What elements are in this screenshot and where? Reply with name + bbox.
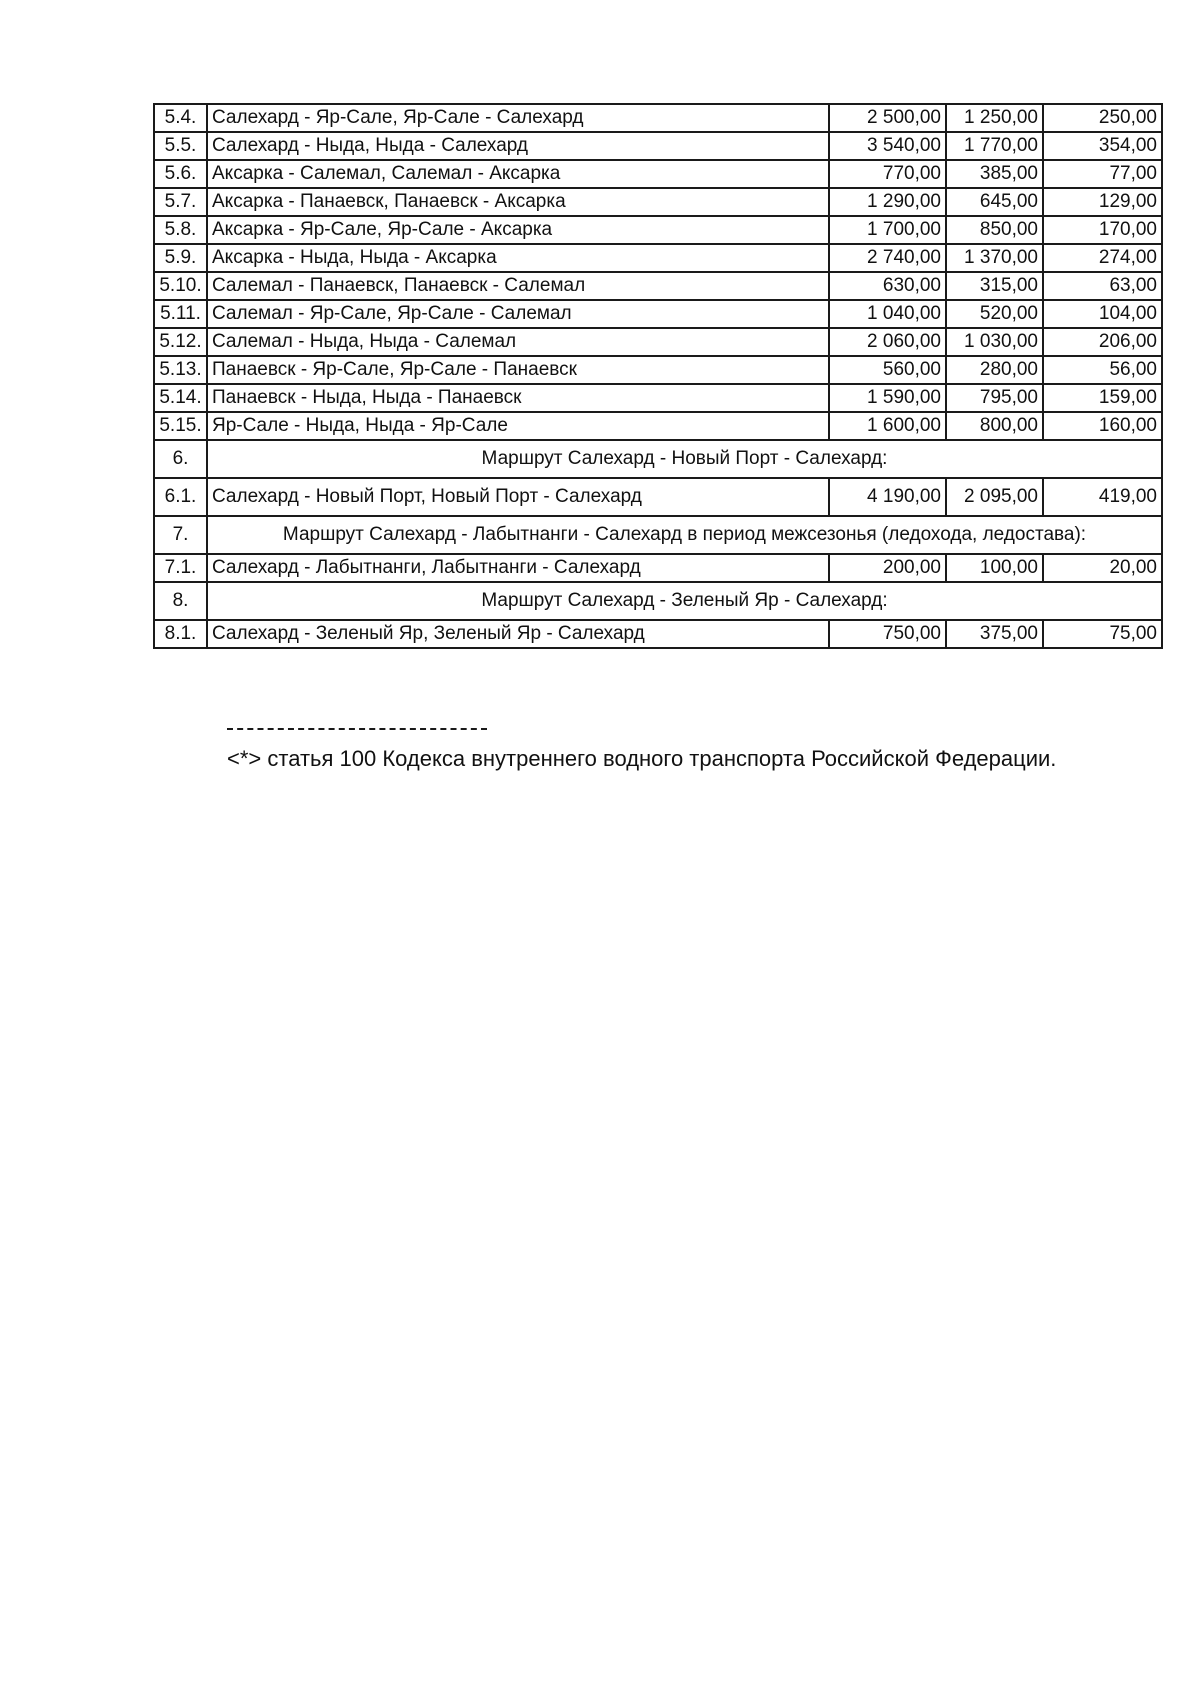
- fare-half: 1 370,00: [946, 244, 1043, 272]
- row-number: 5.7.: [154, 188, 207, 216]
- table-row: [154, 478, 1162, 516]
- fare-tenth: 354,00: [1043, 132, 1162, 160]
- fare-tenth: 63,00: [1043, 272, 1162, 300]
- fare-full: 770,00: [829, 160, 946, 188]
- fare-half: 385,00: [946, 160, 1043, 188]
- section-title: Маршрут Салехард - Новый Порт - Салехард:: [207, 440, 1162, 478]
- row-number: 5.10.: [154, 272, 207, 300]
- section-header-row: [154, 582, 1162, 620]
- row-number: 5.8.: [154, 216, 207, 244]
- section-header-row: [154, 440, 1162, 478]
- section-header-row: [154, 516, 1162, 554]
- table-row: [154, 272, 1162, 300]
- route-name: Аксарка - Панаевск, Панаевск - Аксарка: [207, 188, 829, 216]
- table-row: [154, 328, 1162, 356]
- section-title: Маршрут Салехард - Лабытнанги - Салехард в период межсезонья (ледохода, ледостава):: [207, 516, 1162, 554]
- fare-half: 800,00: [946, 412, 1043, 440]
- row-number: 5.12.: [154, 328, 207, 356]
- fare-tenth: 160,00: [1043, 412, 1162, 440]
- fare-full: 2 740,00: [829, 244, 946, 272]
- fare-tenth: 75,00: [1043, 620, 1162, 648]
- fare-tenth: 77,00: [1043, 160, 1162, 188]
- fare-half: 1 030,00: [946, 328, 1043, 356]
- fare-full: 1 290,00: [829, 188, 946, 216]
- route-name: Салехард - Новый Порт, Новый Порт - Салехард: [207, 478, 829, 516]
- table-row: [154, 104, 1162, 132]
- row-number: 8.1.: [154, 620, 207, 648]
- route-name: Аксарка - Яр-Сале, Яр-Сале - Аксарка: [207, 216, 829, 244]
- fare-full: 1 600,00: [829, 412, 946, 440]
- table-row: [154, 244, 1162, 272]
- fare-full: 2 500,00: [829, 104, 946, 132]
- fare-half: 375,00: [946, 620, 1043, 648]
- table-row: [154, 356, 1162, 384]
- route-name: Салехард - Ныда, Ныда - Салехард: [207, 132, 829, 160]
- fare-tenth: 20,00: [1043, 554, 1162, 582]
- table-row: [154, 412, 1162, 440]
- route-name: Панаевск - Ныда, Ныда - Панаевск: [207, 384, 829, 412]
- fare-full: 630,00: [829, 272, 946, 300]
- section-title: Маршрут Салехард - Зеленый Яр - Салехард:: [207, 582, 1162, 620]
- route-name: Салемал - Яр-Сале, Яр-Сале - Салемал: [207, 300, 829, 328]
- fare-tenth: 104,00: [1043, 300, 1162, 328]
- row-number: 5.15.: [154, 412, 207, 440]
- fare-tenth: 159,00: [1043, 384, 1162, 412]
- fare-full: 1 590,00: [829, 384, 946, 412]
- table-row: [154, 620, 1162, 648]
- row-number: 5.14.: [154, 384, 207, 412]
- row-number: 5.5.: [154, 132, 207, 160]
- section-number: 6.: [154, 440, 207, 478]
- fare-half: 520,00: [946, 300, 1043, 328]
- fare-tenth: 206,00: [1043, 328, 1162, 356]
- section-number: 7.: [154, 516, 207, 554]
- fare-full: 200,00: [829, 554, 946, 582]
- table-row: [154, 188, 1162, 216]
- fare-half: 850,00: [946, 216, 1043, 244]
- route-name: Салехард - Лабытнанги, Лабытнанги - Салехард: [207, 554, 829, 582]
- fare-half: 2 095,00: [946, 478, 1043, 516]
- row-number: 5.4.: [154, 104, 207, 132]
- table-row: [154, 216, 1162, 244]
- route-name: Салехард - Зеленый Яр, Зеленый Яр - Салехард: [207, 620, 829, 648]
- fare-full: 2 060,00: [829, 328, 946, 356]
- footnote-text: <*> статья 100 Кодекса внутреннего водного транспорта Российской Федерации.: [227, 746, 1057, 771]
- fare-full: 560,00: [829, 356, 946, 384]
- tariff-table: [153, 103, 1163, 649]
- row-number: 6.1.: [154, 478, 207, 516]
- section-number: 8.: [154, 582, 207, 620]
- fare-tenth: 419,00: [1043, 478, 1162, 516]
- fare-full: 4 190,00: [829, 478, 946, 516]
- fare-half: 1 250,00: [946, 104, 1043, 132]
- row-number: 5.6.: [154, 160, 207, 188]
- fare-tenth: 56,00: [1043, 356, 1162, 384]
- fare-half: 315,00: [946, 272, 1043, 300]
- row-number: 5.13.: [154, 356, 207, 384]
- table-row: [154, 300, 1162, 328]
- fare-full: 3 540,00: [829, 132, 946, 160]
- row-number: 7.1.: [154, 554, 207, 582]
- fare-half: 645,00: [946, 188, 1043, 216]
- fare-tenth: 170,00: [1043, 216, 1162, 244]
- footnote-separator: [227, 728, 487, 730]
- fare-half: 280,00: [946, 356, 1043, 384]
- route-name: Панаевск - Яр-Сале, Яр-Сале - Панаевск: [207, 356, 829, 384]
- table-row: [154, 132, 1162, 160]
- table-row: [154, 554, 1162, 582]
- table-row: [154, 384, 1162, 412]
- fare-tenth: 250,00: [1043, 104, 1162, 132]
- route-name: Салемал - Панаевск, Панаевск - Салемал: [207, 272, 829, 300]
- fare-full: 1 040,00: [829, 300, 946, 328]
- tariff-table-body: [154, 104, 1162, 648]
- fare-half: 1 770,00: [946, 132, 1043, 160]
- fare-tenth: 274,00: [1043, 244, 1162, 272]
- fare-tenth: 129,00: [1043, 188, 1162, 216]
- fare-half: 795,00: [946, 384, 1043, 412]
- route-name: Салехард - Яр-Сале, Яр-Сале - Салехард: [207, 104, 829, 132]
- fare-full: 1 700,00: [829, 216, 946, 244]
- route-name: Аксарка - Салемал, Салемал - Аксарка: [207, 160, 829, 188]
- fare-full: 750,00: [829, 620, 946, 648]
- route-name: Аксарка - Ныда, Ныда - Аксарка: [207, 244, 829, 272]
- table-row: [154, 160, 1162, 188]
- route-name: Салемал - Ныда, Ныда - Салемал: [207, 328, 829, 356]
- fare-half: 100,00: [946, 554, 1043, 582]
- row-number: 5.9.: [154, 244, 207, 272]
- route-name: Яр-Сале - Ныда, Ныда - Яр-Сале: [207, 412, 829, 440]
- row-number: 5.11.: [154, 300, 207, 328]
